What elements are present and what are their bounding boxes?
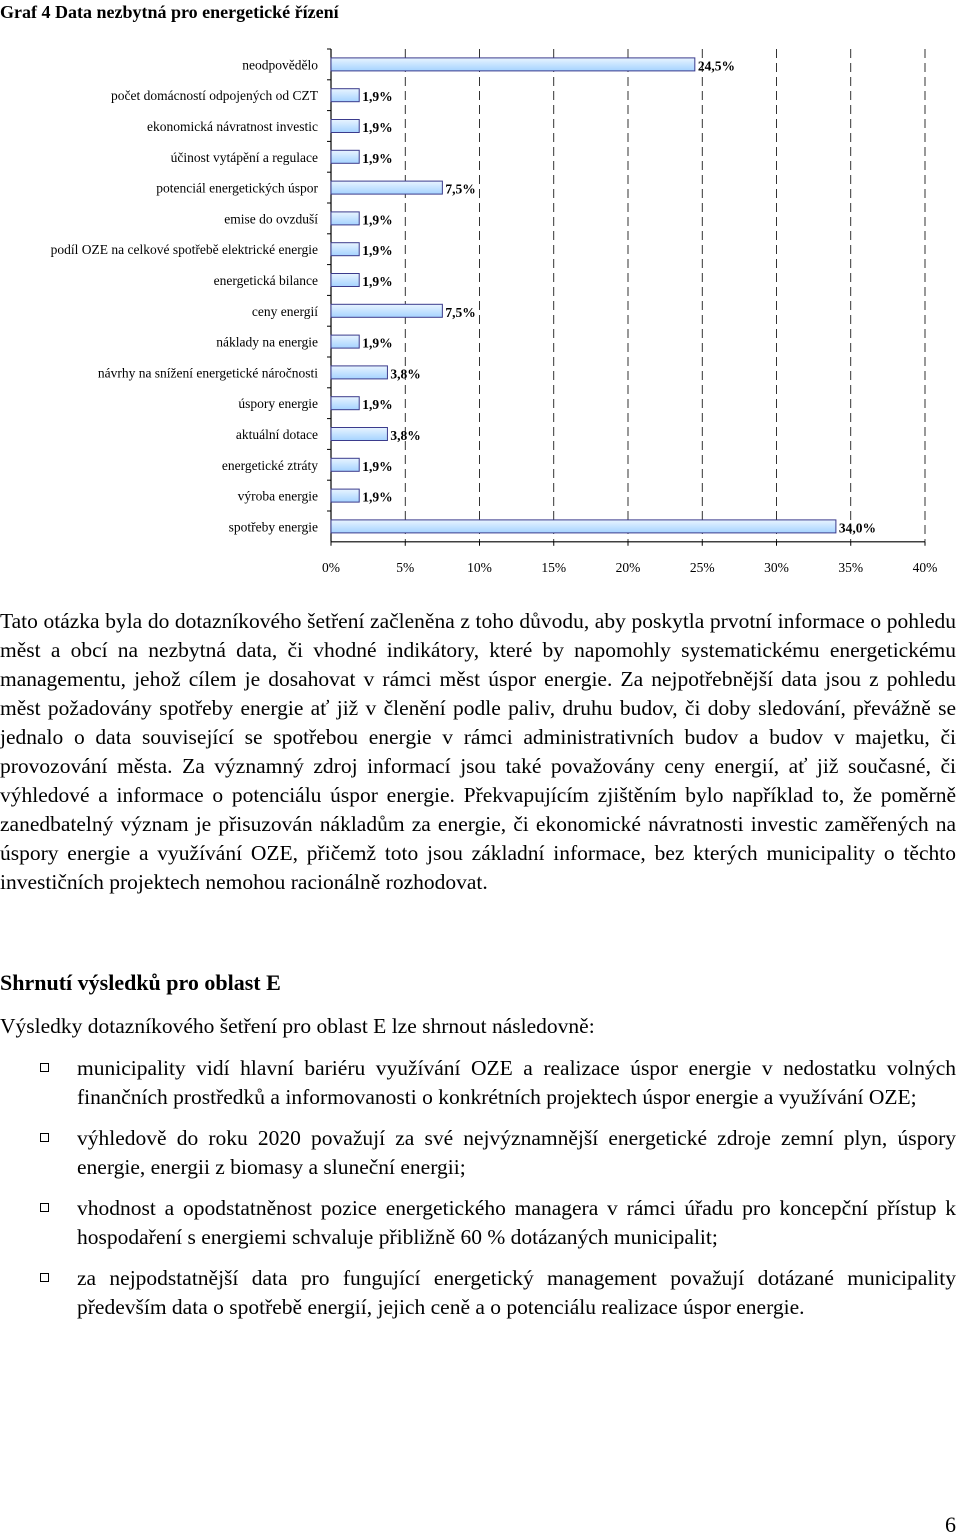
value-label: 1,9% xyxy=(362,335,393,351)
intro-text: Výsledky dotazníkového šetření pro oblast E lze shrnout následovně: xyxy=(0,1014,595,1038)
category-label: energetická bilance xyxy=(213,273,318,288)
chart-labels xyxy=(51,57,938,574)
chart-bars xyxy=(331,58,836,533)
bar-chart xyxy=(0,44,960,584)
value-label: 1,9% xyxy=(362,212,393,228)
bar xyxy=(331,150,359,163)
list-item xyxy=(0,1054,956,1112)
bar xyxy=(331,181,442,194)
value-label: 34,0% xyxy=(838,520,877,536)
x-tick-label: 35% xyxy=(838,559,864,575)
bar xyxy=(331,428,387,441)
bar xyxy=(331,458,359,471)
square-bullet-icon xyxy=(40,1063,49,1072)
x-tick-label: 10% xyxy=(467,559,492,575)
category-label: energetické ztráty xyxy=(221,457,318,473)
value-label: 1,9% xyxy=(362,150,393,166)
body-paragraph: Tato otázka byla do dotazníkového šetření začleněna z toho důvodu, aby poskytla prvotní informace o pohledu měst a obcí na nezbytná data, či vhodné indikátory, které by napomohly systematickému energetickému managementu, jehož cílem je dosahovat v rámci měst úspor energie. Za nejpotřebnější data jsou z pohledu měst požadovány spotřeby energie ať již v členění podle paliv, druhu budov, či doby sledování, převážně se jednalo o data související se spotřebou energie v rámci administrativních budov a budov v majetku, či provozování města. Za významný zdroj informací jsou také považovány ceny energií, ať již současné, či výhledové a informace o potenciálu úspor energie. Překvapujícím zjištěním bylo například to, že poměrně zanedbatelný význam je přisuzován nákladům za energie, či ekonomické návratnosti investic zaměřených na úspory energie a využívání OZE, přičemž toto jsou základní informace, bez kterých municipality o těchto investičních projektech nemohou racionálně rozhodovat. xyxy=(0,609,956,894)
category-label: spotřeby energie xyxy=(228,519,318,535)
x-tick-label: 15% xyxy=(541,559,567,575)
x-tick-label: 0% xyxy=(322,559,340,575)
square-bullet-icon xyxy=(40,1273,49,1282)
bar xyxy=(331,489,359,502)
bar xyxy=(331,366,387,379)
value-label: 1,9% xyxy=(362,458,393,474)
list-item xyxy=(0,1264,956,1322)
value-label: 1,9% xyxy=(362,397,393,413)
list-item xyxy=(0,1194,956,1252)
value-label: 1,9% xyxy=(362,120,393,135)
page-number: 6 xyxy=(945,1512,956,1537)
category-label: neodpovědělo xyxy=(242,57,318,73)
chart-axes xyxy=(327,49,925,546)
category-label: aktuální dotace xyxy=(235,427,318,442)
value-label: 1,9% xyxy=(362,489,393,505)
bar xyxy=(331,335,359,348)
category-label: podíl OZE na celkové spotřebě elektrické energie xyxy=(50,242,318,258)
list-item-text: municipality vidí hlavní bariéru využívání OZE a realizace úspor energie v nedostatku volných finančních prostředků a informovanosti o konkrétních projektech úspor energie a využívání OZE; xyxy=(77,1056,956,1109)
bar xyxy=(331,212,359,225)
category-label: účinost vytápění a regulace xyxy=(170,149,318,165)
value-label: 7,5% xyxy=(445,304,476,320)
chart-gridlines xyxy=(405,49,925,542)
category-label: výroba energie xyxy=(237,488,318,504)
category-label: ceny energií xyxy=(251,303,318,319)
bar xyxy=(331,304,442,317)
chart-title: Graf 4 Data nezbytná pro energetické řízení xyxy=(0,2,339,22)
category-label: návrhy na snížení energetické náročnosti xyxy=(97,365,318,381)
list-item-text: výhledově do roku 2020 považují za své nejvýznamnější energetické zdroje zemní plyn, úspory energie, energii z biomasy a sluneční energii; xyxy=(77,1126,956,1179)
bar xyxy=(331,89,359,102)
value-label: 3,8% xyxy=(390,428,421,443)
list-item xyxy=(0,1124,956,1182)
value-label: 1,9% xyxy=(362,89,393,105)
category-label: emise do ovzduší xyxy=(224,211,318,227)
list-item-text: vhodnost a opodstatněnost pozice energetického managera v rámci úřadu pro koncepční přístup k hospodaření s energiemi schvaluje přibližně 60 % dotázaných municipalit; xyxy=(77,1196,956,1249)
summary-list xyxy=(0,1054,956,1334)
value-label: 1,9% xyxy=(362,243,393,259)
x-tick-label: 40% xyxy=(912,559,938,575)
value-label: 24,5% xyxy=(697,58,735,74)
square-bullet-icon xyxy=(40,1203,49,1212)
x-tick-label: 30% xyxy=(764,559,789,575)
category-label: počet domácností odpojených od CZT xyxy=(111,88,318,104)
x-tick-label: 25% xyxy=(689,559,715,575)
x-tick-label: 20% xyxy=(615,559,641,575)
category-label: náklady na energie xyxy=(216,334,318,350)
bar xyxy=(331,120,359,133)
bar xyxy=(331,520,836,533)
value-label: 7,5% xyxy=(445,181,476,197)
x-tick-label: 5% xyxy=(396,559,415,575)
bar xyxy=(331,397,359,410)
category-label: úspory energie xyxy=(238,396,318,412)
category-label: potenciál energetických úspor xyxy=(156,180,318,196)
bar xyxy=(331,274,359,287)
bar xyxy=(331,243,359,256)
list-item-text: za nejpodstatnější data pro fungující energetický management považují dotázané municipality především data o spotřebě energií, jejich ceně a o potenciálu realizace úspor energie. xyxy=(77,1266,956,1319)
category-label: ekonomická návratnost investic xyxy=(147,119,318,134)
section-heading: Shrnutí výsledků pro oblast E xyxy=(0,970,281,995)
value-label: 1,9% xyxy=(362,274,393,289)
bar xyxy=(331,58,695,71)
square-bullet-icon xyxy=(40,1133,49,1142)
value-label: 3,8% xyxy=(390,366,421,382)
